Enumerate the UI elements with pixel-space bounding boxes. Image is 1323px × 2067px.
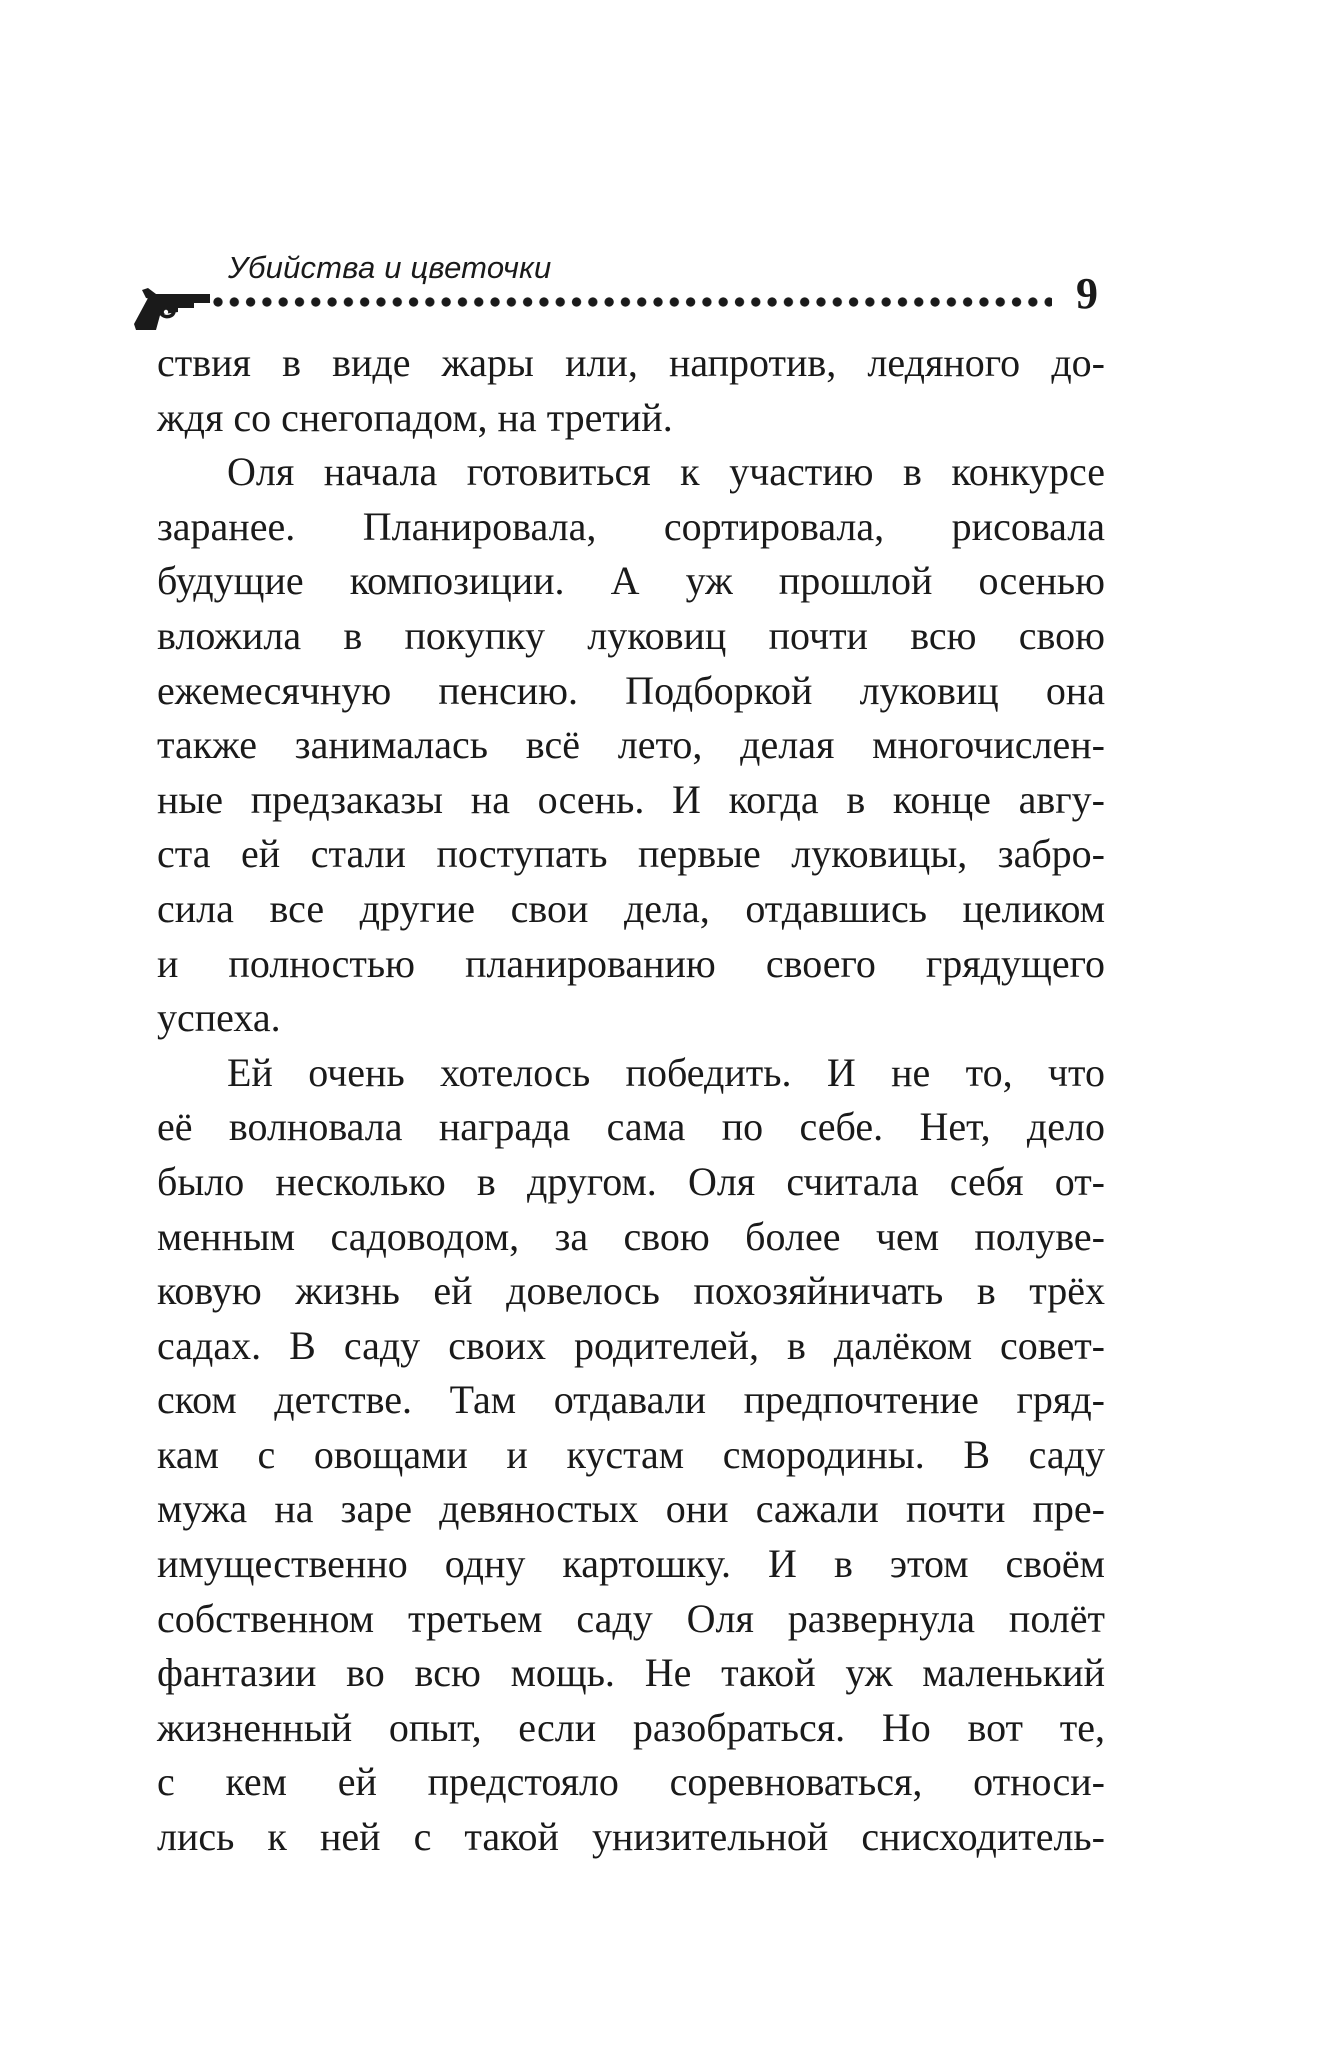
text-line: было несколько в другом. Оля считала себя от- (157, 1158, 1105, 1204)
text-line: жизненный опыт, если разобраться. Но вот те, (157, 1704, 1105, 1750)
paragraph-2 (157, 445, 1105, 1046)
text-line: будущие композиции. А уж прошлой осенью (157, 558, 1105, 604)
body-text (157, 336, 1105, 1865)
page-number: 9 (1076, 269, 1098, 318)
text-line: вложила в покупку луковиц почти всю свою (157, 612, 1105, 658)
text-line: садах. В саду своих родителей, в далёком совет- (157, 1322, 1105, 1368)
running-head (0, 0, 1323, 340)
text-line: ствия в виде жары или, напротив, ледяного до- (157, 340, 1105, 385)
text-line: ждя со снегопадом, на третий. (157, 394, 673, 440)
dotted-leader (212, 296, 1052, 308)
text-line: собственном третьем саду Оля развернула полёт (157, 1595, 1105, 1641)
text-line: ежемесячную пенсию. Подборкой луковиц она (157, 667, 1105, 713)
text-line: фантазии во всю мощь. Не такой уж маленький (157, 1650, 1105, 1696)
text-line: заранее. Планировала, сортировала, рисовала (157, 503, 1105, 549)
text-line: также занималась всё лето, делая многочислен- (157, 722, 1105, 768)
text-line: менным садоводом, за свою более чем полуве- (157, 1213, 1105, 1259)
text-line: ные предзаказы на осень. И когда в конце авгу- (157, 776, 1105, 822)
text-line: Ей очень хотелось победить. И не то, что (227, 1049, 1105, 1095)
text-line: её волновала награда сама по себе. Нет, дело (157, 1104, 1105, 1150)
text-line: имущественно одну картошку. И в этом своём (157, 1541, 1105, 1587)
text-line: сила все другие свои дела, отдавшись целиком (157, 885, 1105, 931)
text-line: ковую жизнь ей довелось похозяйничать в трёх (157, 1268, 1105, 1314)
paragraph-1 (157, 336, 1105, 445)
text-line: кам с овощами и кустам смородины. В саду (157, 1431, 1105, 1477)
text-line: ском детстве. Там отдавали предпочтение гряд- (157, 1377, 1105, 1423)
text-line: ста ей стали поступать первые луковицы, забро- (157, 831, 1105, 877)
text-line: и полностью планированию своего грядущего (157, 940, 1105, 986)
text-line: успеха. (157, 995, 281, 1041)
text-line: Оля начала готовиться к участию в конкурсе (227, 449, 1105, 495)
paragraph-3 (157, 1046, 1105, 1865)
text-line: с кем ей предстояло соревноваться, относи- (157, 1759, 1105, 1805)
text-line: мужа на заре девяностых они сажали почти пре- (157, 1486, 1105, 1532)
text-line: лись к ней с такой унизительной снисходитель- (157, 1814, 1105, 1860)
book-title: Убийства и цветочки (228, 250, 552, 285)
revolver-icon (134, 286, 210, 332)
